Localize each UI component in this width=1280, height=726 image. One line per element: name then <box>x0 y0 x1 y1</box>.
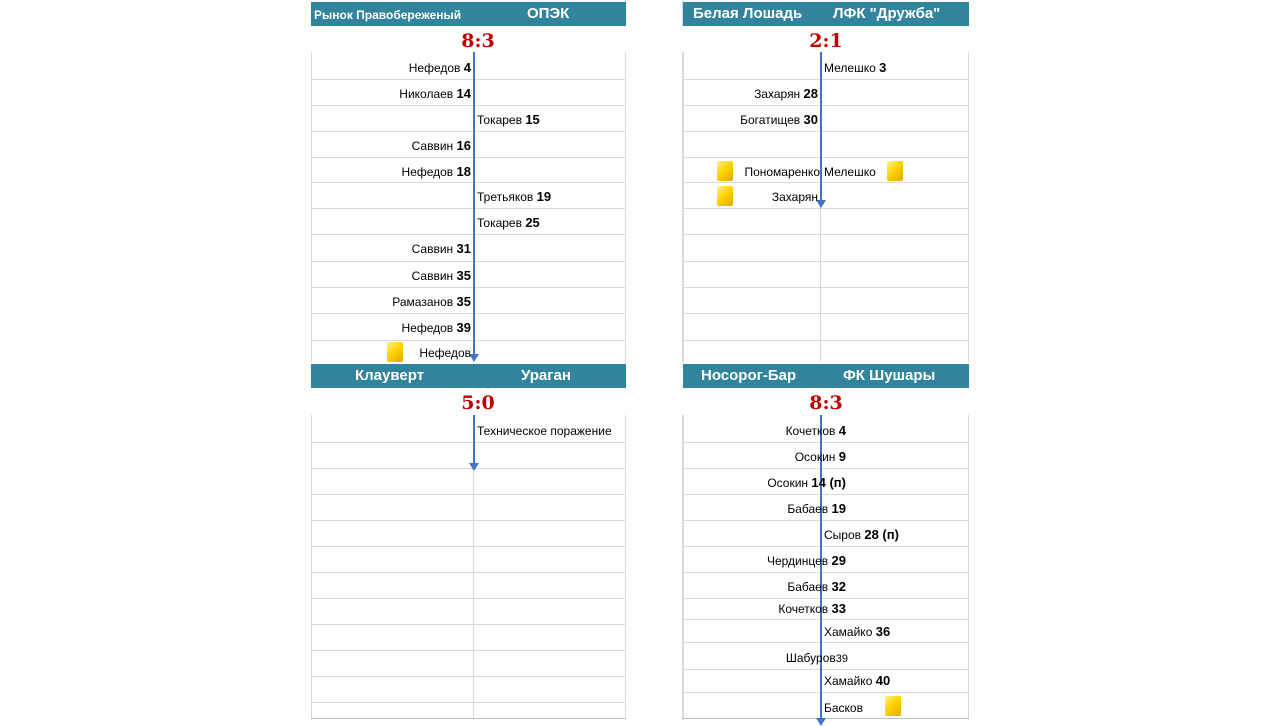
event-card: Захарян <box>771 190 818 204</box>
home-team-name: Рынок Правобереженый <box>314 8 462 22</box>
event-goal: Осокин 9 <box>794 449 846 464</box>
match-score: 5:0 <box>461 392 495 414</box>
events-grid <box>311 415 626 720</box>
event-goal: Саввин 16 <box>411 138 471 153</box>
event-goal: Сыров 28 (п) <box>824 527 899 542</box>
event-goal: Саввин 31 <box>411 241 471 256</box>
column-separator <box>625 52 683 362</box>
event-card: Нефедов <box>419 346 471 360</box>
event-goal: Хамайко 40 <box>824 673 891 688</box>
event-goal: Рамазанов 35 <box>392 294 471 309</box>
event-goal: Нефедов 39 <box>401 320 471 335</box>
event-goal: Осокин 14 (п) <box>767 475 846 490</box>
column-separator <box>625 0 683 26</box>
event-goal: Кочетков 4 <box>785 423 846 438</box>
event-card: Мелешко <box>824 165 876 179</box>
yellow-card-icon <box>885 696 901 716</box>
home-team-name: Носорог-Бар <box>701 367 797 384</box>
event-goal: Токарев 25 <box>477 215 540 230</box>
match-panel-1 <box>311 2 626 362</box>
event-goal: Нефедов 4 <box>408 60 471 75</box>
event-card: Басков <box>824 701 863 715</box>
event-goal: Шабуров39 <box>785 651 848 665</box>
match-score: 8:3 <box>461 30 495 52</box>
event-goal: Кочетков 33 <box>778 601 846 616</box>
event-goal: Саввин 35 <box>411 268 471 283</box>
event-goal: Чердинцев 29 <box>766 553 846 568</box>
event-card: Пономаренко <box>744 165 820 179</box>
match-score: 2:1 <box>809 30 843 52</box>
event-goal: Николаев 14 <box>399 86 471 101</box>
match-header <box>311 364 626 388</box>
event-goal: Бабаев 32 <box>787 579 846 594</box>
event-goal: Нефедов 18 <box>401 164 471 179</box>
event-goal: Мелешко 3 <box>824 60 887 75</box>
yellow-card-icon <box>887 161 903 181</box>
match-panel-3 <box>311 364 626 720</box>
away-team-name: ФК Шушары <box>843 367 936 384</box>
event-goal: Хамайко 36 <box>824 624 891 639</box>
match-panel-4 <box>683 364 998 720</box>
event-note: Техническое поражение <box>477 424 612 438</box>
yellow-card-icon <box>717 161 733 181</box>
match-panel-2 <box>683 2 998 362</box>
event-goal: Третьяков 19 <box>477 189 552 204</box>
events-grid <box>683 52 969 362</box>
event-goal: Токарев 15 <box>477 112 540 127</box>
event-goal: Захарян 28 <box>754 86 818 101</box>
away-team-name: ЛФК "Дружба" <box>833 5 941 22</box>
match-header <box>683 364 969 388</box>
away-team-name: Ураган <box>521 367 571 384</box>
event-goal: Богатищев 30 <box>740 112 818 127</box>
column-separator <box>625 415 683 720</box>
match-score: 8:3 <box>809 392 843 414</box>
timeline-arrow <box>473 52 475 356</box>
timeline-arrow <box>820 52 822 202</box>
yellow-card-icon <box>387 342 403 362</box>
event-goal: Бабаев 19 <box>787 501 846 516</box>
home-team-name: Клауверт <box>355 367 425 384</box>
yellow-card-icon <box>717 186 733 206</box>
match-header <box>311 2 626 26</box>
timeline-arrow <box>473 415 475 465</box>
away-team-name: ОПЭК <box>527 5 570 22</box>
match-header <box>683 2 969 26</box>
home-team-name: Белая Лошадь <box>693 5 803 22</box>
